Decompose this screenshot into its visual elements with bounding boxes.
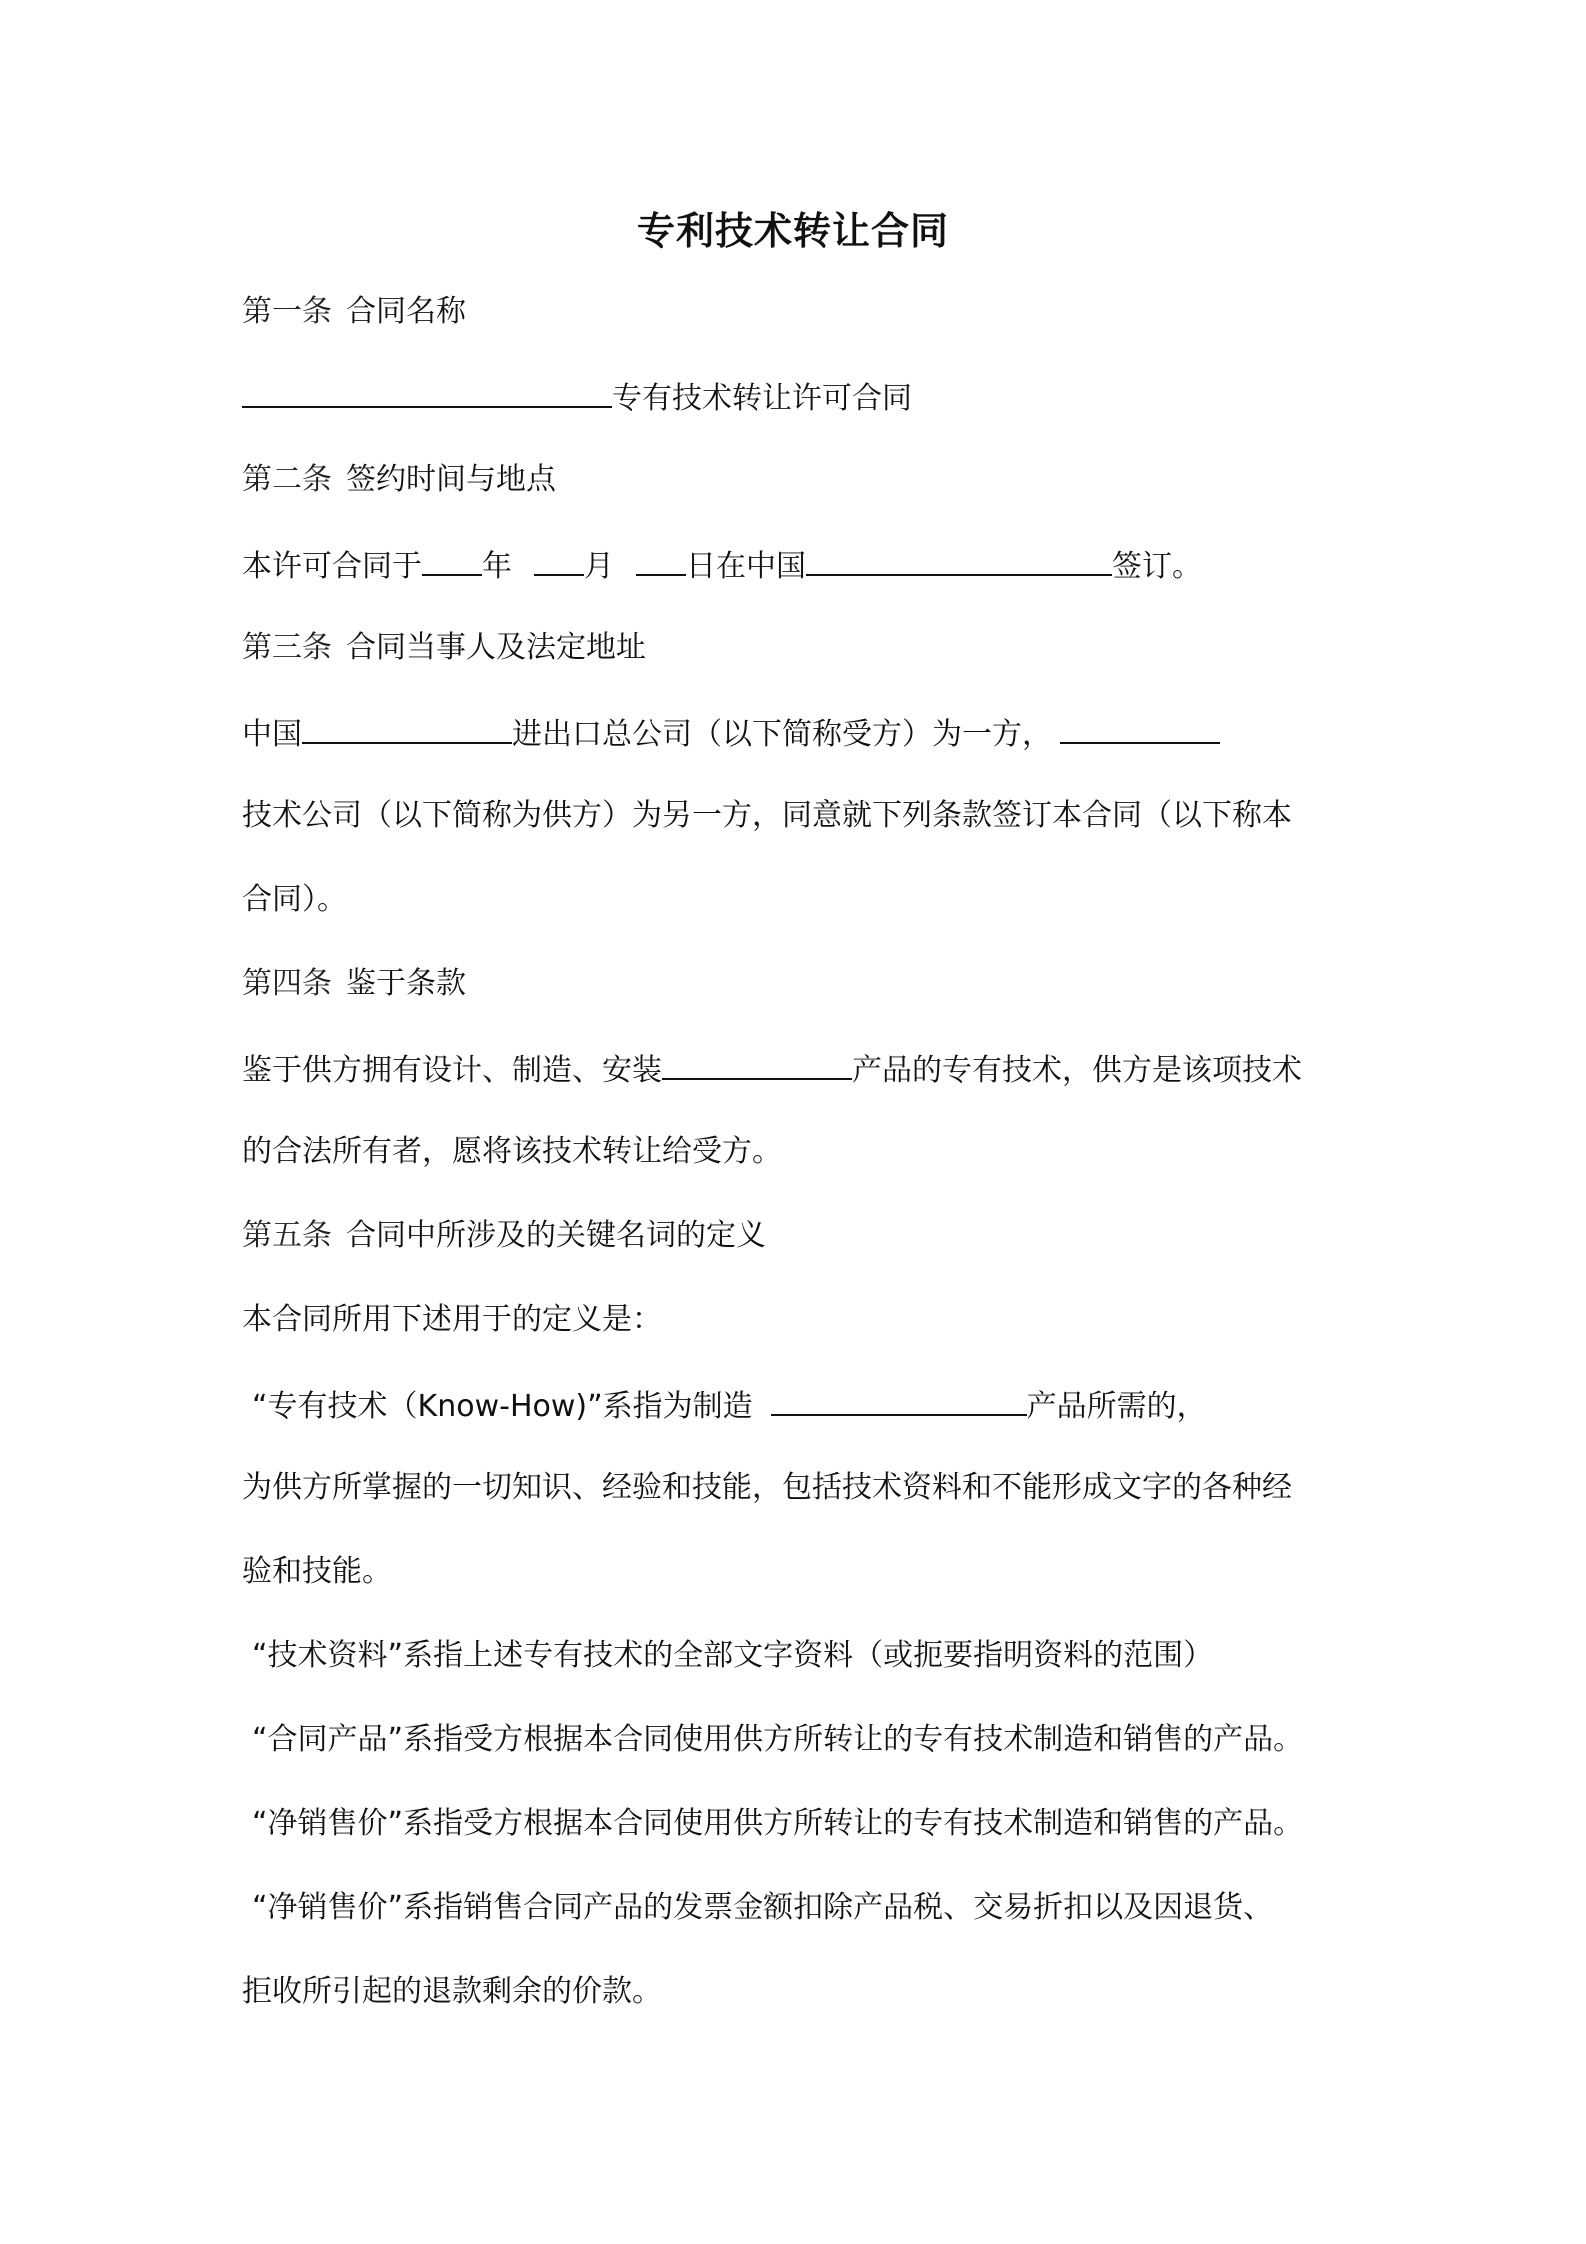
article-number: 第三条 [242,630,332,665]
text: 签订。 [1112,549,1202,584]
text: “专有技术（Know-How)”系指为制造 [252,1389,753,1424]
article-4-heading [242,964,466,1004]
article-number: 第四条 [242,966,332,1001]
definition-net-price-2-line-2: 拒收所引起的退款剩余的价款。 [242,1974,662,2009]
article-1-line-1 [242,376,912,419]
article-4-line-1 [242,1048,1302,1091]
article-title: 签约时间与地点 [346,462,556,497]
article-3-heading [242,628,646,668]
text: 年 [482,549,512,584]
text: 专有技术转让许可合同 [612,381,912,416]
text: 产品的专有技术，供方是该项技术 [852,1053,1302,1088]
text: 本许可合同于 [242,549,422,584]
blank-day[interactable] [636,544,686,576]
blank-field[interactable] [242,376,612,408]
article-title: 合同名称 [346,294,466,329]
definition-net-price-2-line-1: “净销售价”系指销售合同产品的发票金额扣除产品税、交易折扣以及因退货、 [252,1890,1274,1925]
text: 进出口总公司（以下简称受方）为一方， [512,717,1052,752]
blank-product[interactable] [662,1048,852,1080]
article-5-heading [242,1216,766,1256]
article-3-line-2: 技术公司（以下简称为供方）为另一方，同意就下列条款签订本合同（以下称本 [242,798,1292,833]
text: 日在中国 [686,549,806,584]
text: 中国 [242,717,302,752]
text: 月 [584,549,614,584]
definition-know-how-line-2: 为供方所掌握的一切知识、经验和技能，包括技术资料和不能形成文字的各种经 [242,1470,1292,1505]
article-title: 鉴于条款 [346,966,466,1001]
blank-place[interactable] [806,544,1112,576]
definition-technical-data: “技术资料”系指上述专有技术的全部文字资料（或扼要指明资料的范围） [252,1638,1214,1673]
article-3-line-1 [242,712,1220,755]
article-2-line-1 [242,544,1202,587]
article-3-line-3: 合同）。 [242,882,347,917]
article-number: 第五条 [242,1218,332,1253]
article-1-heading [242,292,466,332]
article-title: 合同中所涉及的关键名词的定义 [346,1218,766,1253]
definition-know-how-line-3: 验和技能。 [242,1554,392,1589]
article-number: 第二条 [242,462,332,497]
definition-contract-product: “合同产品”系指受方根据本合同使用供方所转让的专有技术制造和销售的产品。 [252,1722,1304,1757]
blank-year[interactable] [422,544,482,576]
article-4-line-2: 的合法所有者，愿将该技术转让给受方。 [242,1134,782,1169]
blank-supplier[interactable] [1060,712,1220,744]
blank-know-how-product[interactable] [771,1384,1027,1416]
blank-month[interactable] [534,544,584,576]
definition-net-price-1: “净销售价”系指受方根据本合同使用供方所转让的专有技术制造和销售的产品。 [252,1806,1304,1841]
definition-know-how [252,1384,1207,1427]
text: 产品所需的， [1026,1389,1207,1424]
article-number: 第一条 [242,294,332,329]
document-title: 专利技术转让合同 [636,209,949,253]
article-2-heading [242,460,556,500]
article-5-intro: 本合同所用下述用于的定义是： [242,1302,662,1337]
blank-company[interactable] [302,712,512,744]
article-title: 合同当事人及法定地址 [346,630,646,665]
text: 鉴于供方拥有设计、制造、安装 [242,1053,662,1088]
